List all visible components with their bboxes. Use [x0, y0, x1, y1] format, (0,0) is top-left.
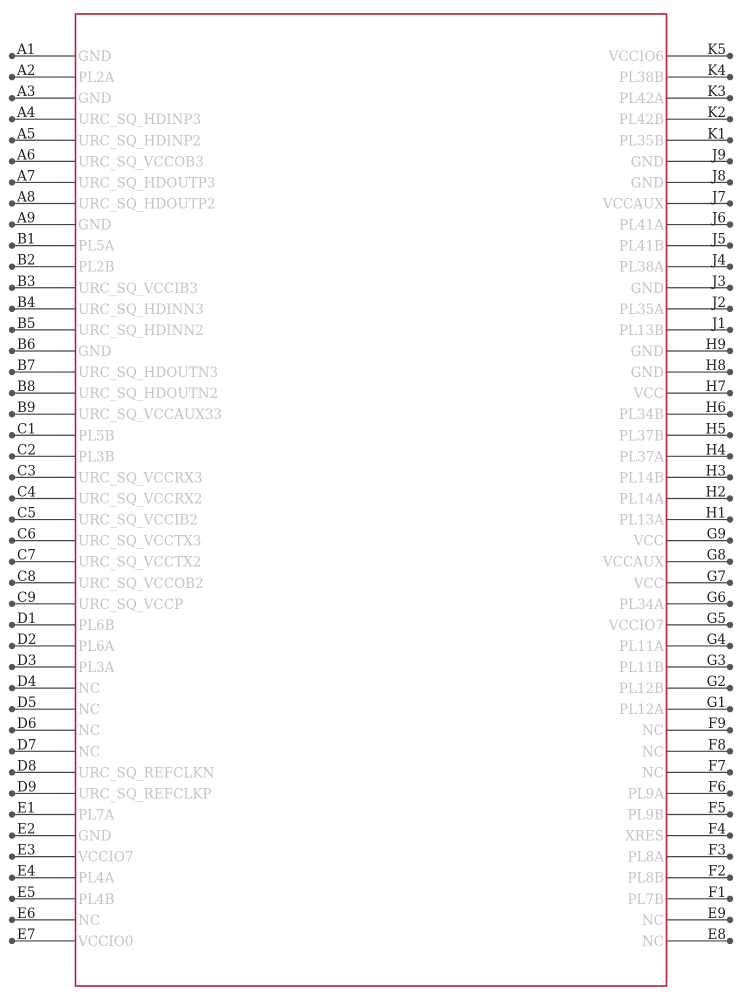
pin-endpoint	[9, 580, 15, 586]
pin-number-label: C3	[17, 463, 36, 480]
pin-endpoint	[727, 580, 733, 586]
pin-endpoint	[9, 643, 15, 649]
pin-number-label: J9	[711, 147, 726, 164]
pin-endpoint	[9, 748, 15, 754]
pin-number-label: F5	[708, 800, 726, 817]
pin-endpoint	[727, 474, 733, 480]
pin-endpoint	[727, 495, 733, 501]
pin-number-label: A7	[17, 168, 36, 185]
pin-endpoint	[9, 601, 15, 607]
pin-number-label: A9	[17, 210, 36, 227]
pin-endpoint	[9, 158, 15, 164]
pin-name-label: NC	[641, 723, 664, 740]
pin-endpoint	[9, 516, 15, 522]
pin-endpoint	[9, 221, 15, 227]
pin-name-label: GND	[78, 91, 112, 108]
pin-number-label: H6	[705, 400, 726, 417]
pin-name-label: NC	[78, 702, 101, 719]
pin-name-label: URC_SQ_HDINP2	[78, 133, 202, 150]
pin-number-label: A4	[17, 105, 36, 122]
pin-endpoint	[9, 917, 15, 923]
pin-endpoint	[9, 811, 15, 817]
pin-number-label: F8	[708, 737, 726, 754]
pin-name-label: PL2B	[78, 259, 115, 276]
pin-name-label: VCCAUX	[602, 196, 664, 213]
pin-name-label: URC_SQ_VCCP	[78, 596, 184, 613]
pin-name-label: URC_SQ_VCCOB2	[78, 575, 204, 592]
pin-endpoint	[9, 95, 15, 101]
pin-name-label: VCC	[633, 575, 664, 592]
pin-endpoint	[9, 264, 15, 270]
pin-name-label: PL37A	[619, 449, 664, 466]
pin-number-label: F3	[708, 842, 726, 859]
pin-endpoint	[727, 411, 733, 417]
pin-endpoint	[727, 558, 733, 564]
pin-endpoint	[9, 875, 15, 881]
pin-number-label: C8	[17, 568, 36, 585]
pin-endpoint	[727, 706, 733, 712]
pin-name-label: NC	[641, 933, 664, 950]
pin-number-label: H4	[705, 442, 726, 459]
pin-name-label: NC	[641, 765, 664, 782]
pin-name-label: VCC	[633, 386, 664, 403]
pin-number-label: H9	[705, 336, 726, 353]
pin-endpoint	[9, 537, 15, 543]
pin-number-label: H3	[705, 463, 726, 480]
pin-name-label: PL7B	[627, 891, 664, 908]
pin-number-label: G5	[706, 610, 726, 627]
pin-endpoint	[727, 727, 733, 733]
pin-number-label: K1	[707, 126, 726, 143]
pin-endpoint	[727, 179, 733, 185]
pin-number-label: B5	[17, 315, 36, 332]
pin-number-label: A8	[17, 189, 36, 206]
pin-endpoint	[727, 685, 733, 691]
pin-name-label: URC_SQ_HDOUTN3	[78, 365, 219, 382]
pin-endpoint	[727, 769, 733, 775]
pin-endpoint	[9, 411, 15, 417]
pin-endpoint	[727, 221, 733, 227]
pin-endpoint	[727, 74, 733, 80]
pin-endpoint	[9, 853, 15, 859]
pin-number-label: A5	[17, 126, 36, 143]
pin-number-label: J2	[711, 294, 726, 311]
pin-endpoint	[9, 285, 15, 291]
pin-name-label: GND	[630, 365, 664, 382]
pin-name-label: URC_SQ_VCCAUX33	[78, 407, 223, 424]
pin-name-label: URC_SQ_HDOUTP2	[78, 196, 216, 213]
pin-number-label: J1	[711, 315, 726, 332]
pin-name-label: PL37B	[618, 428, 664, 445]
pin-endpoint	[9, 622, 15, 628]
pin-number-label: A2	[17, 63, 36, 80]
pin-number-label: E5	[17, 884, 36, 901]
pin-name-label: NC	[641, 744, 664, 761]
pin-name-label: PL4A	[78, 870, 115, 887]
pin-name-label: VCCIO6	[608, 49, 664, 65]
pin-endpoint	[9, 369, 15, 375]
pin-number-label: F2	[708, 863, 726, 880]
pin-endpoint	[9, 790, 15, 796]
pin-name-label: GND	[630, 175, 664, 192]
pin-number-label: B2	[17, 252, 36, 269]
pin-endpoint	[9, 558, 15, 564]
pin-number-label: C5	[17, 505, 36, 522]
pin-name-label: URC_SQ_VCCOB3	[78, 154, 204, 171]
pin-name-label: NC	[78, 912, 101, 929]
pin-number-label: D8	[17, 758, 37, 775]
pin-endpoint	[9, 769, 15, 775]
pin-endpoint	[727, 832, 733, 838]
pin-name-label: PL8B	[627, 870, 664, 887]
pin-name-label: PL3B	[78, 449, 115, 466]
pin-name-label: VCC	[633, 533, 664, 550]
pin-endpoint	[727, 601, 733, 607]
pin-endpoint	[727, 369, 733, 375]
pin-endpoint	[9, 938, 15, 944]
pin-name-label: PL6B	[78, 617, 115, 634]
pin-endpoint	[9, 664, 15, 670]
pin-number-label: E4	[17, 863, 36, 880]
pin-number-label: H5	[705, 421, 726, 438]
pin-endpoint	[727, 917, 733, 923]
pin-number-label: C7	[17, 547, 36, 564]
pin-endpoint	[9, 306, 15, 312]
pin-number-label: F1	[708, 884, 726, 901]
pin-endpoint	[727, 537, 733, 543]
pin-name-label: PL4B	[78, 891, 115, 908]
pin-number-label: C6	[17, 526, 36, 543]
pin-endpoint	[727, 875, 733, 881]
pin-name-label: PL11B	[618, 660, 664, 677]
pin-name-label: VCCAUX	[602, 554, 664, 571]
pin-number-label: B1	[17, 231, 36, 248]
pin-endpoint	[9, 53, 15, 59]
pin-name-label: PL41B	[618, 238, 664, 255]
pin-number-label: D5	[17, 695, 37, 712]
pin-name-label: URC_SQ_REFCLKN	[78, 765, 215, 782]
pin-name-label: URC_SQ_HDINN2	[78, 322, 204, 339]
pin-name-label: PL7A	[78, 807, 115, 824]
pin-name-label: GND	[78, 217, 112, 234]
pin-number-label: D6	[17, 716, 37, 733]
pin-endpoint	[727, 938, 733, 944]
pin-endpoint	[727, 622, 733, 628]
pin-name-label: URC_SQ_VCCTX3	[78, 533, 202, 550]
pin-name-label: PL38A	[619, 259, 664, 276]
pin-name-label: URC_SQ_HDINN3	[78, 301, 204, 318]
pin-name-label: GND	[630, 343, 664, 360]
pin-number-label: D2	[17, 631, 37, 648]
pin-number-label: E3	[17, 842, 36, 859]
pin-endpoint	[9, 200, 15, 206]
pin-endpoint	[9, 685, 15, 691]
pin-number-label: C2	[17, 442, 36, 459]
pin-number-label: B8	[17, 379, 36, 396]
pin-endpoint	[9, 390, 15, 396]
pin-name-label: GND	[630, 280, 664, 297]
pin-endpoint	[727, 285, 733, 291]
pin-number-label: C9	[17, 589, 36, 606]
pin-endpoint	[9, 495, 15, 501]
pin-name-label: URC_SQ_HDINP3	[78, 112, 202, 129]
pin-number-label: F4	[708, 821, 726, 838]
pin-number-label: D4	[17, 674, 37, 691]
pin-number-label: E9	[707, 905, 726, 922]
pin-endpoint	[727, 95, 733, 101]
pin-name-label: PL2A	[78, 70, 115, 87]
pin-number-label: K3	[707, 84, 726, 101]
pin-endpoint	[727, 516, 733, 522]
pin-endpoint	[9, 896, 15, 902]
pin-name-label: NC	[78, 681, 101, 698]
pin-number-label: H1	[705, 505, 726, 522]
pin-name-label: GND	[630, 154, 664, 171]
pin-endpoint	[727, 664, 733, 670]
pin-name-label: NC	[78, 723, 101, 740]
pin-number-label: J4	[711, 252, 726, 269]
pin-endpoint	[727, 306, 733, 312]
pin-name-label: URC_SQ_VCCRX2	[78, 491, 203, 508]
pin-endpoint	[727, 53, 733, 59]
pin-endpoint	[727, 811, 733, 817]
pin-name-label: GND	[78, 49, 112, 65]
pin-number-label: H8	[705, 358, 726, 375]
pin-number-label: D9	[17, 779, 37, 796]
pin-name-label: PL12B	[618, 681, 664, 698]
pin-name-label: PL13B	[618, 322, 664, 339]
pin-number-label: D3	[17, 653, 37, 670]
pin-name-label: URC_SQ_REFCLKP	[78, 786, 212, 803]
pin-name-label: URC_SQ_VCCRX3	[78, 470, 203, 487]
pin-endpoint	[727, 200, 733, 206]
pin-number-label: E1	[17, 800, 36, 817]
pin-number-label: J7	[711, 189, 726, 206]
pin-number-label: F9	[708, 716, 726, 733]
pin-endpoint	[727, 327, 733, 333]
pin-number-label: B4	[17, 294, 36, 311]
pin-number-label: B6	[17, 336, 36, 353]
pin-endpoint	[727, 748, 733, 754]
pin-endpoint	[727, 432, 733, 438]
pin-endpoint	[727, 116, 733, 122]
pin-endpoint	[727, 242, 733, 248]
pin-name-label: PL14A	[619, 491, 664, 508]
pin-number-label: J3	[711, 273, 726, 290]
pin-number-label: K5	[707, 42, 726, 58]
pin-name-label: URC_SQ_HDOUTN2	[78, 386, 219, 403]
pin-number-label: G9	[706, 526, 726, 543]
pin-name-label: URC_SQ_HDOUTP3	[78, 175, 216, 192]
pin-number-label: G6	[706, 589, 726, 606]
pin-endpoint	[9, 348, 15, 354]
pin-name-label: VCCIO0	[78, 933, 134, 950]
pin-number-label: B3	[17, 273, 36, 290]
pin-number-label: A3	[17, 84, 36, 101]
pin-endpoint	[9, 179, 15, 185]
pin-number-label: K4	[707, 63, 726, 80]
pin-name-label: PL13A	[619, 512, 664, 529]
pin-endpoint	[727, 137, 733, 143]
pin-endpoint	[727, 853, 733, 859]
pin-endpoint	[727, 158, 733, 164]
pin-number-label: J6	[711, 210, 726, 227]
pin-number-label: H2	[705, 484, 726, 501]
pin-endpoint	[727, 348, 733, 354]
pin-number-label: G3	[706, 653, 726, 670]
pin-number-label: G8	[706, 547, 726, 564]
pin-number-label: E6	[17, 905, 36, 922]
pin-endpoint	[9, 116, 15, 122]
pin-endpoint	[9, 242, 15, 248]
pin-endpoint	[9, 706, 15, 712]
pin-endpoint	[9, 727, 15, 733]
pin-name-label: PL5A	[78, 238, 115, 255]
pin-number-label: D7	[17, 737, 37, 754]
pin-name-label: PL38B	[618, 70, 664, 87]
pin-name-label: URC_SQ_VCCIB3	[78, 280, 198, 297]
pin-name-label: NC	[641, 912, 664, 929]
pin-endpoint	[9, 137, 15, 143]
pin-name-label: PL34A	[619, 596, 664, 613]
pin-name-label: PL42B	[618, 112, 664, 129]
pin-number-label: F6	[708, 779, 726, 796]
pin-name-label: URC_SQ_VCCTX2	[78, 554, 202, 571]
pin-number-label: A1	[17, 42, 36, 58]
pin-name-label: PL41A	[619, 217, 664, 234]
pin-endpoint	[727, 896, 733, 902]
pin-name-label: PL3A	[78, 660, 115, 677]
pin-endpoint	[727, 264, 733, 270]
pin-name-label: VCCIO7	[78, 849, 134, 866]
pin-number-label: J8	[711, 168, 726, 185]
pin-name-label: PL5B	[78, 428, 115, 445]
pin-number-label: H7	[705, 379, 726, 396]
pin-endpoint	[9, 327, 15, 333]
pin-name-label: PL42A	[619, 91, 664, 108]
pin-number-label: F7	[708, 758, 726, 775]
pin-endpoint	[727, 453, 733, 459]
pin-number-label: D1	[17, 610, 37, 627]
pin-endpoint	[9, 432, 15, 438]
pin-name-label: NC	[78, 744, 101, 761]
pin-number-label: G2	[706, 674, 726, 691]
pin-number-label: K2	[707, 105, 726, 122]
pin-number-label: B7	[17, 358, 36, 375]
pin-name-label: PL11A	[619, 638, 664, 655]
pin-number-label: G7	[706, 568, 726, 585]
pin-number-label: G4	[706, 631, 726, 648]
pin-number-label: E2	[17, 821, 36, 838]
pin-name-label: VCCIO7	[608, 617, 664, 634]
pin-endpoint	[727, 643, 733, 649]
pin-name-label: GND	[78, 828, 112, 845]
pin-endpoint	[727, 790, 733, 796]
pin-number-label: A6	[17, 147, 36, 164]
pin-endpoint	[9, 453, 15, 459]
pin-number-label: B9	[17, 400, 36, 417]
pin-endpoint	[9, 832, 15, 838]
pin-name-label: PL9B	[627, 807, 664, 824]
pin-name-label: URC_SQ_VCCIB2	[78, 512, 198, 529]
pin-endpoint	[9, 74, 15, 80]
pin-name-label: PL12A	[619, 702, 664, 719]
pin-number-label: J5	[711, 231, 726, 248]
pin-name-label: PL14B	[618, 470, 664, 487]
pin-number-label: E7	[17, 926, 36, 943]
pin-number-label: C4	[17, 484, 36, 501]
pin-name-label: PL9A	[627, 786, 664, 803]
pin-number-label: E8	[707, 926, 726, 943]
pin-endpoint	[9, 474, 15, 480]
pin-number-label: C1	[17, 421, 36, 438]
pin-endpoint	[727, 390, 733, 396]
pin-name-label: PL34B	[618, 407, 664, 424]
pin-name-label: PL35B	[618, 133, 664, 150]
pin-name-label: PL8A	[627, 849, 664, 866]
pin-name-label: PL35A	[619, 301, 664, 318]
pin-number-label: G1	[706, 695, 726, 712]
pin-name-label: PL6A	[78, 638, 115, 655]
pin-name-label: XRES	[625, 828, 664, 845]
pin-name-label: GND	[78, 343, 112, 360]
